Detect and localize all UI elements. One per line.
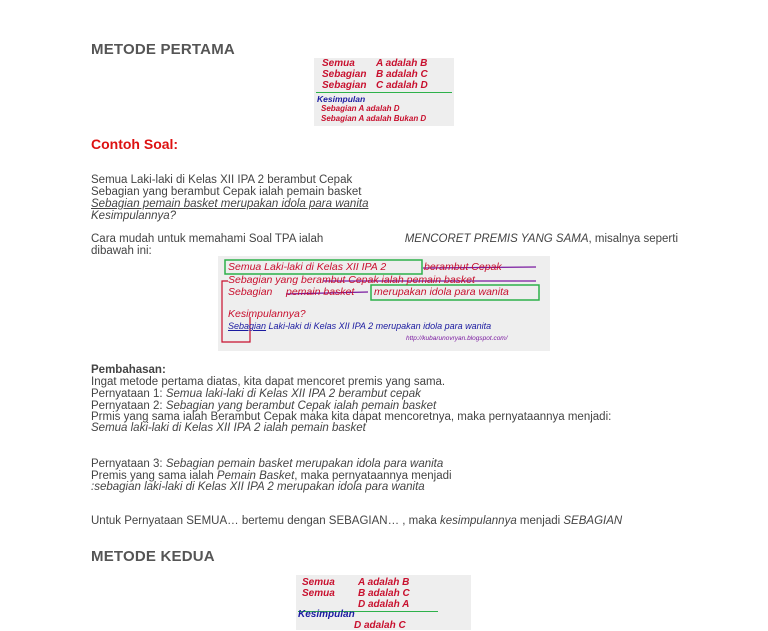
discussion-l5: Semua laki-laki di Kelas XII IPA 2 ialah pemain basket [91, 422, 366, 434]
summary-prefix: Untuk Pernyataan SEMUA… bertemu dengan SEBAGIAN… , maka [91, 515, 440, 527]
fig1-conclusion-label: Kesimpulan [317, 94, 366, 104]
method2-heading: METODE KEDUA [91, 548, 215, 565]
diagram-l3a: Sebagian [228, 286, 273, 298]
statement3-value: Sebagian pemain basket merupakan idola para wanita [165, 458, 444, 470]
example-heading: Contoh Soal: [91, 136, 179, 152]
fig2-conclusion: D adalah C [354, 620, 406, 631]
fig1-divider [316, 92, 452, 93]
statement1-label: Pernyataan 1: [91, 388, 166, 400]
example-line-3: Sebagian pemain basket merupakan idola para wanita [91, 198, 369, 210]
fig2-row1-stmt: A adalah B [358, 577, 410, 588]
statement3-label: Pernyataan 3: [91, 458, 166, 470]
diagram-answer [228, 321, 491, 331]
discussion-l6 [91, 458, 443, 471]
discussion-l7-em: Pemain Basket [216, 470, 295, 482]
diagram-answer-b: Laki-laki di Kelas XII IPA 2 merupakan idola para wanita [266, 321, 492, 331]
method1-figure [314, 58, 454, 126]
diagram-l1b: berambut Cepak [424, 261, 502, 273]
diagram-answer-a: Sebagian [228, 321, 267, 331]
discussion-l2 [91, 388, 421, 401]
statement2-value: Sebagian yang berambut Cepak ialah pemain basket [165, 400, 437, 412]
fig1-row2-q: Sebagian [322, 69, 367, 80]
statement1-value: Semua laki-laki di Kelas XII IPA 2 berambut cepak [165, 388, 421, 400]
discussion-l4: Prmis yang sama ialah Berambut Cepak maka kita dapat mencoretnya, maka pernyataannya menjadi: [91, 411, 612, 423]
summary-em2: SEBAGIAN [563, 515, 623, 527]
method1-heading: METODE PERTAMA [91, 41, 235, 58]
diagram-l2 [228, 274, 475, 286]
intro-line-2: dibawah ini: [91, 245, 152, 257]
summary-mid: menjadi [516, 515, 564, 527]
discussion-heading: Pembahasan: [91, 364, 166, 376]
summary-line [91, 515, 622, 528]
diagram-question: Kesimpulannya? [228, 308, 306, 320]
discussion-l7-suffix: , maka pernyataannya menjadi [294, 470, 452, 482]
fig1-row3-stmt: C adalah D [376, 80, 428, 91]
method2-figure [296, 575, 471, 630]
intro-emphasis: MENCORET PREMIS YANG SAMA [404, 233, 589, 245]
fig2-row2-q: Semua [302, 588, 335, 599]
diagram-url: http://kubarunovryan.blogspot.com/ [406, 335, 508, 342]
example-line-2: Sebagian yang berambut Cepak ialah pemain basket [91, 186, 362, 198]
intro-line-1 [91, 233, 678, 246]
fig1-row2-stmt: B adalah C [376, 69, 428, 80]
intro-prefix: Cara mudah untuk memahami Soal TPA ialah [91, 233, 324, 245]
fig2-conclusion-label: Kesimpulan [298, 609, 355, 620]
statement2-label: Pernyataan 2: [91, 400, 166, 412]
fig1-row3-q: Sebagian [322, 80, 367, 91]
fig1-conclusion-2: Sebagian A adalah Bukan D [321, 114, 427, 123]
diagram-l2a: Sebagian yang b [228, 274, 307, 286]
example-line-4: Kesimpulannya? [91, 210, 177, 222]
discussion-l1: Ingat metode pertama diatas, kita dapat mencoret premis yang sama. [91, 376, 446, 388]
intro-suffix: , misalnya seperti [588, 233, 678, 245]
fig1-row1-stmt: A adalah B [376, 58, 428, 69]
fig1-conclusion-1: Sebagian A adalah D [321, 104, 400, 113]
summary-em1: kesimpulannya [440, 515, 517, 527]
diagram-l3b: pemain basket [286, 286, 355, 298]
fig2-row3-stmt: D adalah A [358, 599, 410, 610]
example-line-1: Semua Laki-laki di Kelas XII IPA 2 berambut Cepak [91, 174, 353, 186]
diagram-l2b: erambut Cepak ialah pemain basket [306, 274, 475, 286]
diagram-l1a: Semua Laki-laki di Kelas XII IPA 2 [228, 261, 387, 273]
discussion-l7-prefix: Premis yang sama ialah [91, 470, 217, 482]
fig1-row1-q: Semua [322, 58, 355, 69]
diagram-l3c: merupakan idola para wanita [374, 286, 509, 298]
fig2-row2-stmt: B adalah C [358, 588, 410, 599]
fig2-row1-q: Semua [302, 577, 335, 588]
crossing-diagram [218, 256, 550, 351]
discussion-l8: :sebagian laki-laki di Kelas XII IPA 2 merupakan idola para wanita [91, 481, 425, 493]
